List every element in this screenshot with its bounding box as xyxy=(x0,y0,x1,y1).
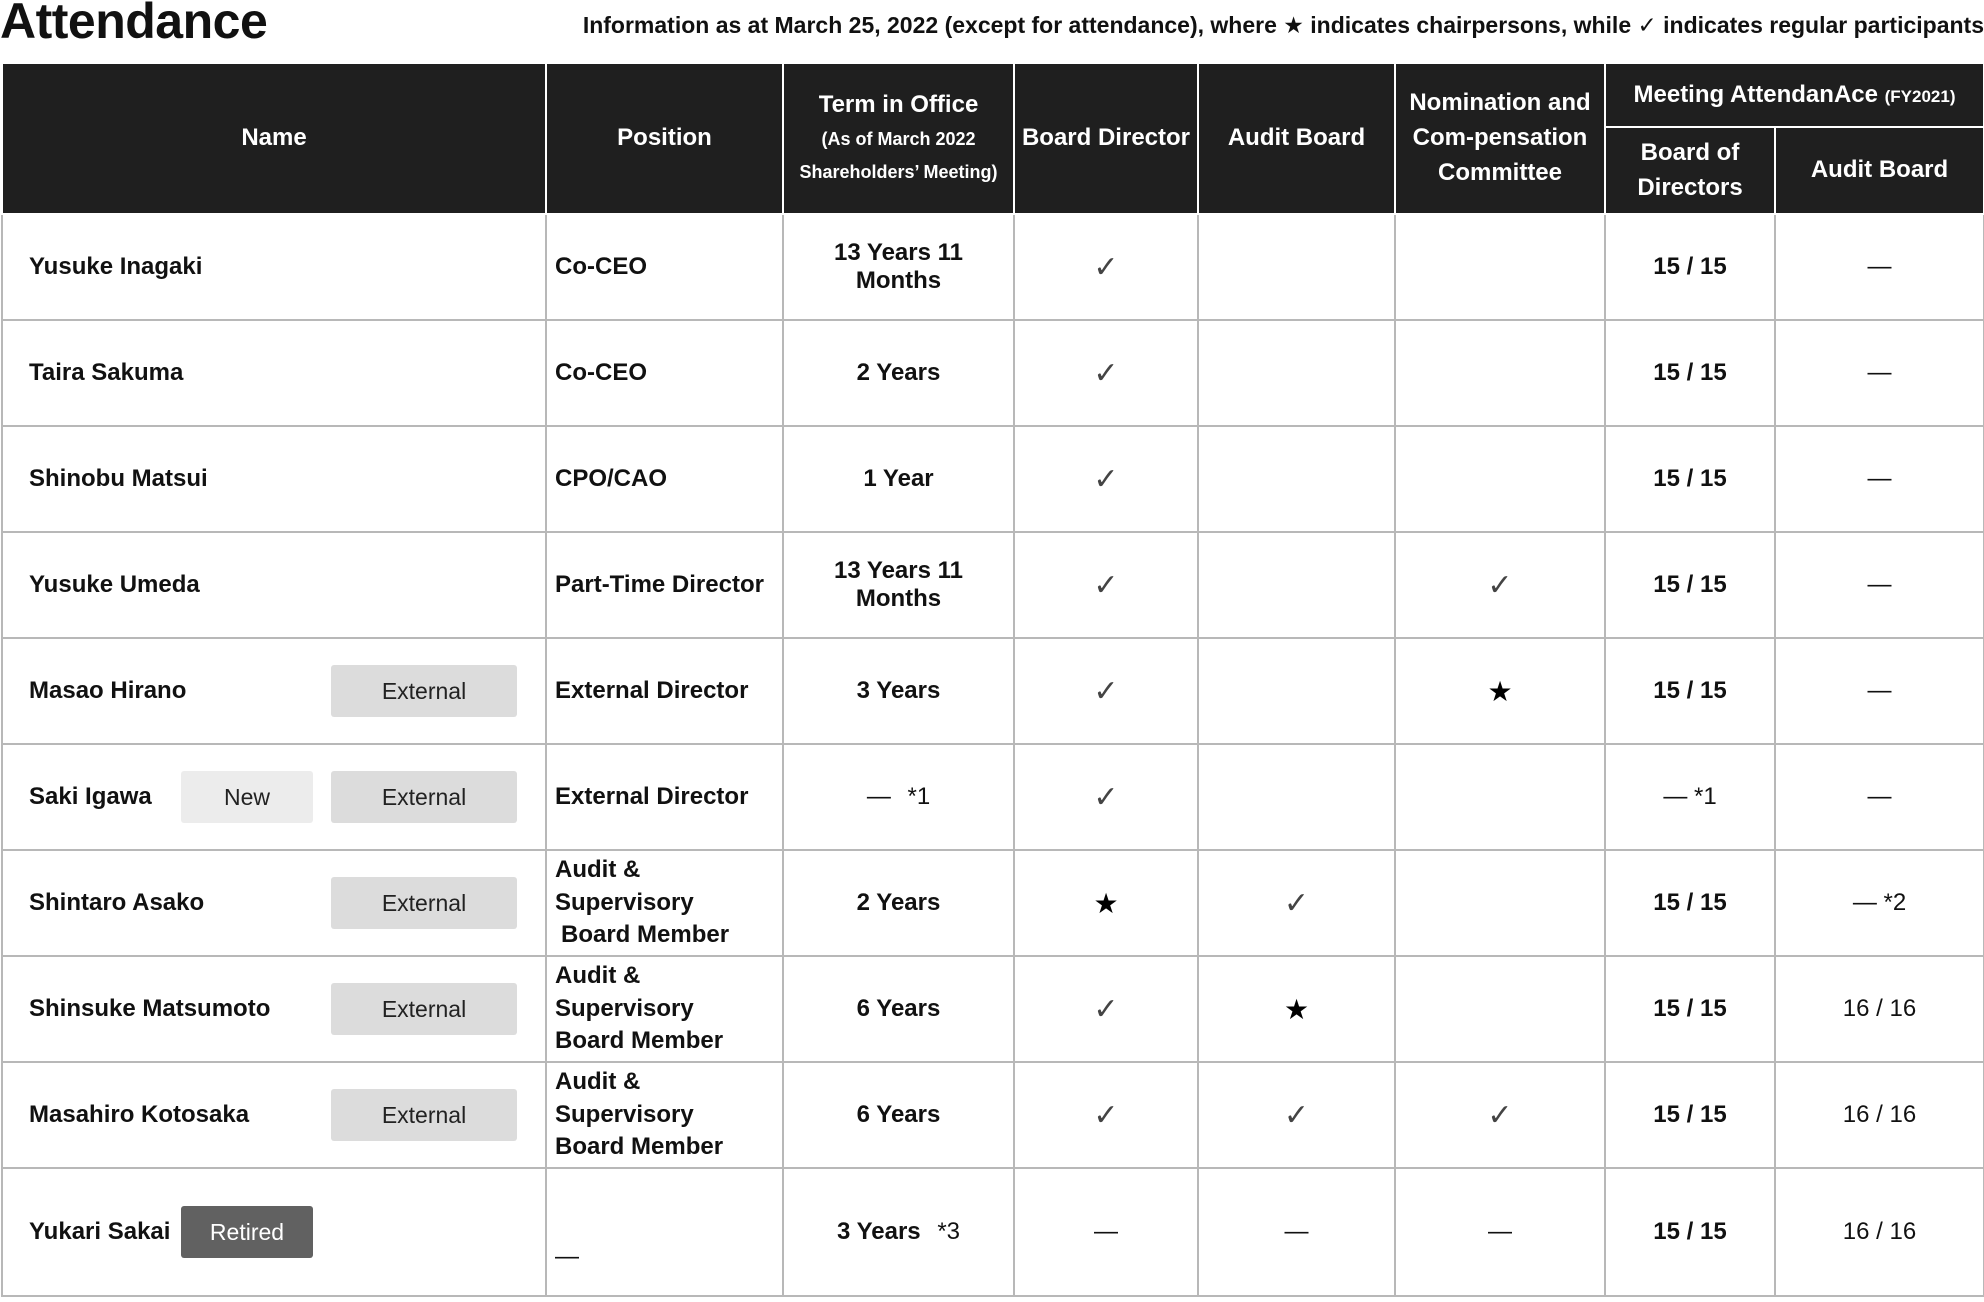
att-board-cell: 15 / 15 xyxy=(1605,214,1775,320)
member-name: Taira Sakuma xyxy=(2,320,546,426)
member-term: 6 Years xyxy=(783,1062,1014,1168)
external-tag: External xyxy=(331,983,517,1035)
member-name-cell xyxy=(2,744,546,850)
check-icon: ✓ xyxy=(1198,1062,1395,1168)
legend-note: Information as at March 25, 2022 (except for attendance), where ★ indicates chairpersons, while ✓ indicates regular participants xyxy=(582,12,1984,38)
member-position: External Director xyxy=(546,744,783,850)
member-position-line: Audit & Supervisory xyxy=(555,962,694,1022)
member-term: 3 Years xyxy=(836,1218,921,1245)
audit-board-cell xyxy=(1198,426,1395,532)
star-icon: ★ xyxy=(1395,638,1605,744)
header-board-director: Board Director xyxy=(1014,64,1198,214)
member-name: Masahiro Kotosaka xyxy=(29,1101,250,1128)
att-board-cell: 15 / 15 xyxy=(1605,320,1775,426)
member-position: External Director xyxy=(546,638,783,744)
att-audit-cell: — *2 xyxy=(1775,850,1984,956)
member-position: Part-Time Director xyxy=(546,532,783,638)
member-position-line: Board Member xyxy=(555,1133,724,1161)
nomination-cell xyxy=(1395,320,1605,426)
table-row xyxy=(2,214,1984,320)
check-icon: ✓ xyxy=(1014,532,1198,638)
table-row xyxy=(2,532,1984,638)
att-board-cell: 15 / 15 xyxy=(1605,850,1775,956)
table-row xyxy=(2,426,1984,532)
header-term-sub: (As of March 2022 Shareholders’ Meeting) xyxy=(799,128,998,182)
audit-board-cell xyxy=(1198,532,1395,638)
nomination-cell xyxy=(1395,426,1605,532)
member-term: 13 Years 11 Months xyxy=(783,214,1014,320)
new-tag: New xyxy=(181,771,313,823)
audit-board-cell: — xyxy=(1198,1168,1395,1296)
member-term: 2 Years xyxy=(783,320,1014,426)
check-icon: ✓ xyxy=(1014,214,1198,320)
check-icon: ✓ xyxy=(1395,1062,1605,1168)
header-name: Name xyxy=(2,64,546,214)
att-audit-cell: 16 / 16 xyxy=(1775,956,1984,1062)
member-name-cell xyxy=(2,638,546,744)
member-position: — xyxy=(546,1168,783,1296)
header-audit-board: Audit Board xyxy=(1198,64,1395,214)
member-term: 13 Years 11 Months xyxy=(783,532,1014,638)
nomination-cell xyxy=(1395,956,1605,1062)
att-audit-cell: — xyxy=(1775,638,1984,744)
nomination-cell: — xyxy=(1395,1168,1605,1296)
table-row xyxy=(2,1062,1984,1168)
header-attendance-sub: (FY2021) xyxy=(1884,86,1956,106)
header-term-label: Term in Office xyxy=(818,90,979,118)
audit-board-cell xyxy=(1198,214,1395,320)
header-attendance-label: Meeting AttendanAce xyxy=(1633,80,1878,108)
page-header xyxy=(0,0,1984,62)
member-position-line: Board Member xyxy=(555,1027,724,1055)
member-position: CPO/CAO xyxy=(546,426,783,532)
att-audit-cell: — xyxy=(1775,214,1984,320)
table-row xyxy=(2,744,1984,850)
member-name: Yusuke Inagaki xyxy=(2,214,546,320)
att-audit-cell: 16 / 16 xyxy=(1775,1168,1984,1296)
check-icon: ✓ xyxy=(1014,744,1198,850)
audit-board-cell xyxy=(1198,744,1395,850)
check-icon: ✓ xyxy=(1014,426,1198,532)
check-icon: ✓ xyxy=(1014,320,1198,426)
external-tag: External xyxy=(331,877,517,929)
member-name-cell xyxy=(2,1062,546,1168)
check-icon: ✓ xyxy=(1014,638,1198,744)
member-position-line: Board Member xyxy=(561,921,730,949)
header-attendance xyxy=(1605,64,1984,127)
external-tag: External xyxy=(331,1089,517,1141)
member-term: 2 Years xyxy=(783,850,1014,956)
member-name-cell xyxy=(2,1168,546,1296)
nomination-cell xyxy=(1395,744,1605,850)
att-board-cell: 15 / 15 xyxy=(1605,956,1775,1062)
table-row xyxy=(2,638,1984,744)
att-board-cell: — *1 xyxy=(1605,744,1775,850)
att-board-cell: 15 / 15 xyxy=(1605,1168,1775,1296)
att-board-cell: 15 / 15 xyxy=(1605,638,1775,744)
member-position-line: Audit & Supervisory xyxy=(555,1068,694,1128)
check-icon: ✓ xyxy=(1198,850,1395,956)
header-term xyxy=(783,64,1014,214)
footnote-ref: *3 xyxy=(937,1218,960,1245)
member-name-cell xyxy=(2,850,546,956)
member-position-cell xyxy=(546,850,783,956)
member-name: Yusuke Umeda xyxy=(2,532,546,638)
att-board-cell: 15 / 15 xyxy=(1605,1062,1775,1168)
member-term: 6 Years xyxy=(783,956,1014,1062)
external-tag: External xyxy=(331,771,517,823)
att-board-cell: 15 / 15 xyxy=(1605,532,1775,638)
member-term: 3 Years xyxy=(783,638,1014,744)
att-board-cell: 15 / 15 xyxy=(1605,426,1775,532)
check-icon: ✓ xyxy=(1014,956,1198,1062)
star-icon: ★ xyxy=(1014,850,1198,956)
member-term-cell xyxy=(783,744,1014,850)
table-row xyxy=(2,1168,1984,1296)
nomination-cell xyxy=(1395,214,1605,320)
member-name: Shinobu Matsui xyxy=(2,426,546,532)
board-director-cell: — xyxy=(1014,1168,1198,1296)
check-icon: ✓ xyxy=(1014,1062,1198,1168)
member-name: Shinsuke Matsumoto xyxy=(29,995,271,1022)
att-audit-cell: 16 / 16 xyxy=(1775,1062,1984,1168)
member-name: Shintaro Asako xyxy=(29,889,205,916)
retired-tag: Retired xyxy=(181,1206,313,1258)
table-row xyxy=(2,320,1984,426)
member-position-line: Audit & Supervisory xyxy=(555,856,694,916)
member-name: Yukari Sakai xyxy=(29,1218,171,1245)
att-audit-cell: — xyxy=(1775,744,1984,850)
member-name: Masao Hirano xyxy=(29,677,187,704)
att-audit-cell: — xyxy=(1775,426,1984,532)
member-term: 1 Year xyxy=(783,426,1014,532)
star-icon: ★ xyxy=(1198,956,1395,1062)
external-tag: External xyxy=(331,665,517,717)
audit-board-cell xyxy=(1198,638,1395,744)
member-position-cell xyxy=(546,1062,783,1168)
header-att-audit: Audit Board xyxy=(1775,127,1984,214)
attendance-table xyxy=(1,64,1984,1297)
nomination-cell xyxy=(1395,850,1605,956)
member-position: Co-CEO xyxy=(546,214,783,320)
footnote-ref: *1 xyxy=(907,783,931,810)
member-term-cell xyxy=(783,1168,1014,1296)
table-row xyxy=(2,956,1984,1062)
header-position: Position xyxy=(546,64,783,214)
audit-board-cell xyxy=(1198,320,1395,426)
member-position-cell xyxy=(546,956,783,1062)
att-audit-cell: — xyxy=(1775,532,1984,638)
header-nomination: Nomination and Com-pensation Committee xyxy=(1395,64,1605,214)
att-audit-cell: — xyxy=(1775,320,1984,426)
member-term: — xyxy=(866,783,891,810)
member-name: Saki Igawa xyxy=(29,783,152,810)
member-name-cell xyxy=(2,956,546,1062)
page-title: Attendance xyxy=(0,0,268,49)
check-icon: ✓ xyxy=(1395,532,1605,638)
table-row xyxy=(2,850,1984,956)
header-att-board: Board of Directors xyxy=(1605,127,1775,214)
member-position: Co-CEO xyxy=(546,320,783,426)
